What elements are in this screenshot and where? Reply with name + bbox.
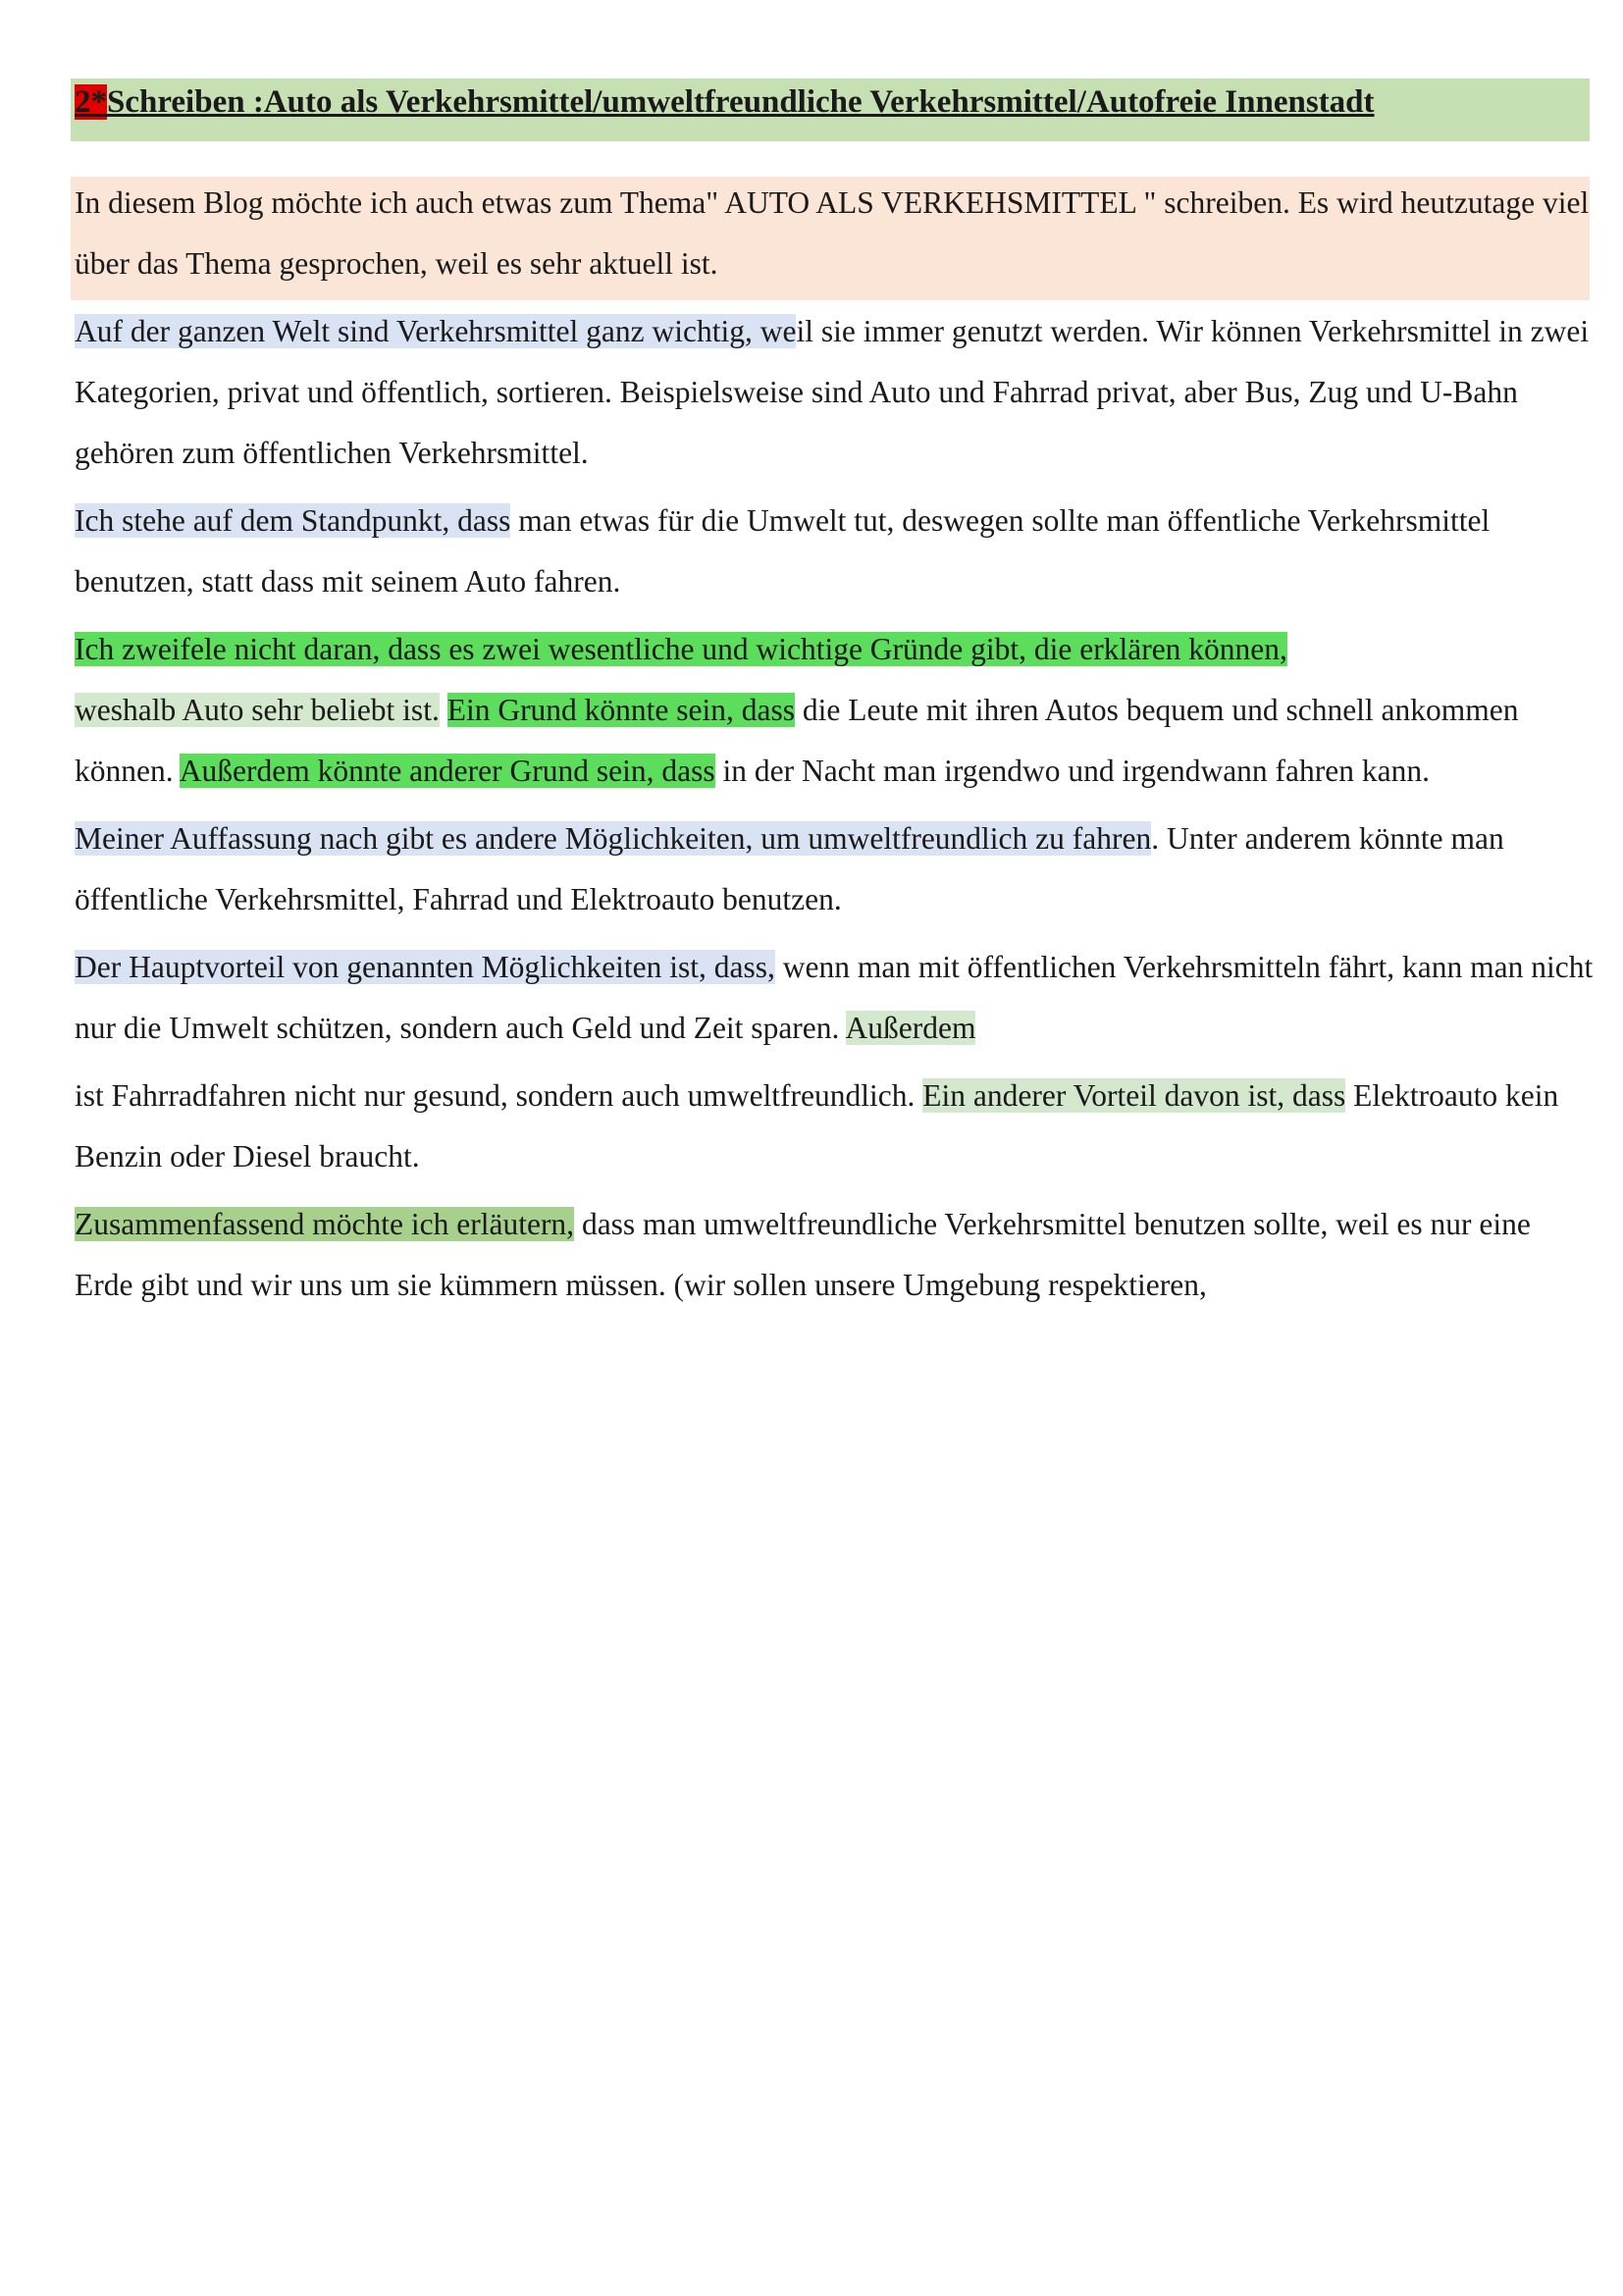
paragraph-text: Elektroauto kein Benzin oder Diesel braucht. <box>75 1078 1559 1174</box>
highlight-phrase: weshalb Auto sehr beliebt ist. <box>75 693 440 727</box>
paragraph-text: il sie immer genutzt werden. Wir können Verkehrsmittel in zwei Kategorien, privat und öffentlich, sortieren. Beispielsweise sind Auto und Fahrrad privat, aber Bus, Zug und U-Bahn gehören zum öffentlichen Verkehrsmittel. <box>75 314 1590 470</box>
paragraph-text: wenn man mit öffentlichen Verkehrsmitteln fährt, kann man nicht nur die Umwelt schützen, sondern auch Geld und Zeit sparen. <box>75 950 1594 1045</box>
essay-body <box>75 173 1594 1323</box>
paragraph-text: dass man umweltfreundliche Verkehrsmittel benutzen sollte, weil es nur eine Erde gibt und wir uns um sie kümmern müssen. (wir sollen unsere Umgebung respektieren, <box>75 1207 1531 1302</box>
title-text: Schreiben :Auto als Verkehrsmittel/umweltfreundliche Verkehrsmittel/Autofreie Innenstadt <box>107 84 1375 120</box>
document-title <box>75 80 1375 124</box>
highlight-phrase: Ich zweifele nicht daran, dass es zwei wesentliche und wichtige Gründe gibt, die erklären können, <box>75 632 1287 666</box>
paragraph-bicycle <box>75 1066 1594 1187</box>
highlight-phrase: Ein anderer Vorteil davon ist, dass <box>922 1078 1346 1113</box>
highlight-phrase: Meiner Auffassung nach gibt es andere Möglichkeiten, um umweltfreundlich zu fahren <box>75 821 1152 856</box>
highlight-phrase: Ich stehe auf dem Standpunkt, dass <box>75 503 511 538</box>
paragraph-text: ist Fahrradfahren nicht nur gesund, sondern auch umweltfreundlich. <box>75 1078 923 1113</box>
paragraph-advantages <box>75 937 1594 1059</box>
highlight-phrase: Außerdem könnte anderer Grund sein, dass <box>179 754 715 788</box>
paragraph-text: . Unter anderem könnte man öffentliche Verkehrsmittel, Fahrrad und Elektroauto benutzen. <box>75 821 1504 916</box>
paragraph-text: man etwas für die Umwelt tut, deswegen sollte man öffentliche Verkehrsmittel benutzen, statt dass mit seinem Auto fahren. <box>75 503 1491 599</box>
highlight-phrase: Der Hauptvorteil von genannten Möglichkeiten ist, dass, <box>75 950 775 984</box>
paragraph-alternatives <box>75 809 1594 930</box>
highlight-phrase: Außerdem <box>845 1011 976 1045</box>
paragraph-text: die Leute mit ihren Autos bequem und schnell ankommen können. <box>75 693 1519 788</box>
task-number: 2* <box>75 84 107 120</box>
highlight-phrase: Zusammenfassend möchte ich erläutern, <box>75 1207 575 1241</box>
paragraph-reasons <box>75 619 1594 802</box>
intro-text: In diesem Blog möchte ich auch etwas zum Thema" AUTO ALS VERKEHSMITTEL " schreiben. Es wird heutzutage viel über das Thema gesprochen, weil es sehr aktuell ist. <box>75 185 1590 281</box>
paragraph-text: in der Nacht man irgendwo und irgendwann fahren kann. <box>714 754 1430 788</box>
paragraph-intro <box>75 173 1594 294</box>
highlight-phrase: Ein Grund könnte sein, dass <box>446 693 796 727</box>
paragraph-conclusion <box>75 1194 1594 1316</box>
highlight-phrase: Auf der ganzen Welt sind Verkehrsmittel ganz wichtig, we <box>75 314 797 348</box>
paragraph-importance <box>75 301 1594 484</box>
paragraph-standpoint <box>75 491 1594 612</box>
